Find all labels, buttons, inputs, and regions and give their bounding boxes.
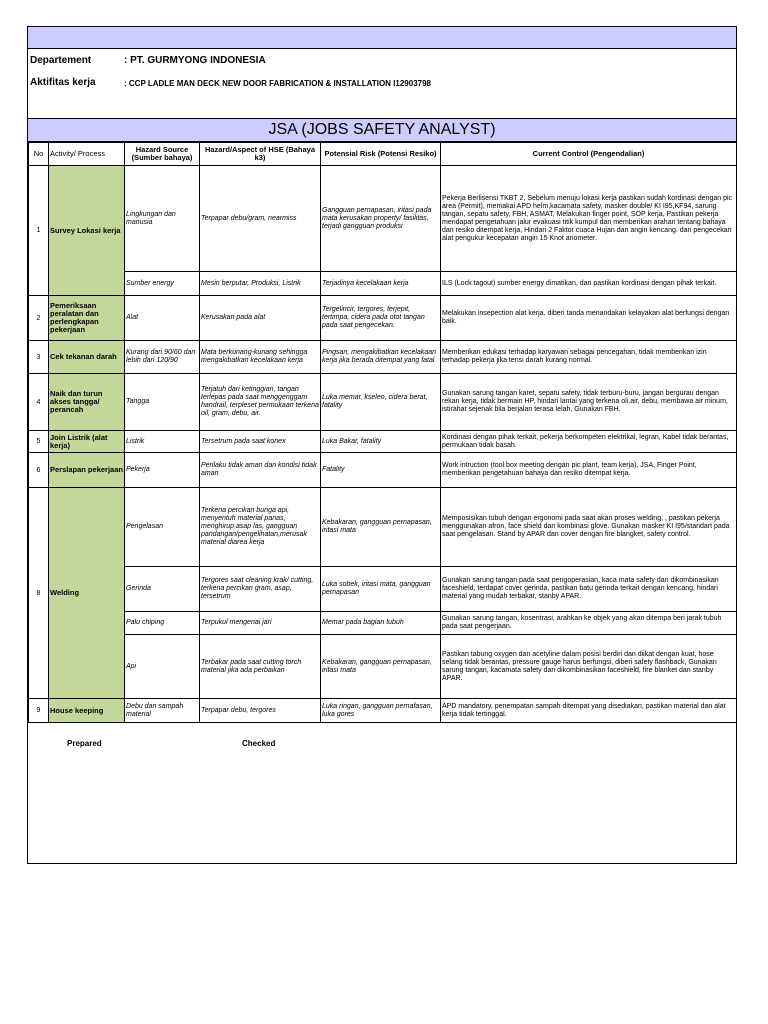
table-row bbox=[29, 374, 737, 431]
source-cell: Alat bbox=[125, 296, 200, 341]
activity-cell: Join Listrik (alat kerja) bbox=[49, 431, 125, 453]
source-cell: Sumber energy bbox=[125, 272, 200, 296]
activity-cell: Naik dan turun akses tangga/ perancah bbox=[49, 374, 125, 431]
control-cell: ILS (Lock tagout) sumber energy dimatikan, dan pastikan kordinasi dengan pihak terkait. bbox=[441, 272, 737, 296]
hazard-cell: Terpapar debu, tergores bbox=[200, 699, 321, 723]
risk-cell: Gangguan pernapasan, iritasi pada mata kerusakan property/ fasilitas, terjadi gangguan produksi bbox=[321, 166, 441, 272]
activity-cell: House keeping bbox=[49, 699, 125, 723]
row-number: 1 bbox=[29, 166, 49, 296]
source-cell: Listrik bbox=[125, 431, 200, 453]
top-band bbox=[28, 27, 736, 49]
row-number: 6 bbox=[29, 453, 49, 488]
control-cell: Pekerja Berlisensi TKBT 2, Sebelum menuju lokasi kerja pastikan sudah kordinasi dengan pic area (Permit), memakai APD helm,kacamata safety, masker double/ KI I95,KF94, sarung tangan, sepatu safety, FBH, ASMAT, Melakukan finger point, SOP kerja, Pastikan pekerja mendapat pengetahuan jalur evakuasi titik kumpul dan memberikan arahan tentang bahaya dan resiko ditempat kerja, Hindari 2 Faktor cuaca Hujan dan angin kencang. dan pengecekan alat pengukur kecepatan angin 15 Knot anometer. bbox=[441, 166, 737, 272]
risk-cell: Kebakaran, gangguan pernapasan, iritasi mata bbox=[321, 635, 441, 699]
hazard-cell: Perilaku tidak aman dan kondisi tidak aman bbox=[200, 453, 321, 488]
table-row bbox=[29, 699, 737, 723]
source-cell: Gerinda bbox=[125, 567, 200, 612]
activity-cell: Cek tekanan darah bbox=[49, 341, 125, 374]
hazard-cell: Terpapar debu/gram, nearmiss bbox=[200, 166, 321, 272]
risk-cell: Memar pada bagian tubuh bbox=[321, 612, 441, 635]
column-header-activity: Activity/ Process bbox=[49, 143, 125, 166]
risk-cell: Tergelincir, tergores, terjepit, tertimpa, cidera pada otot tangan pada saat pengecekan. bbox=[321, 296, 441, 341]
table-row bbox=[29, 296, 737, 341]
control-cell: Pastikan tabung oxygen dan acetyline dalam posisi berdiri dan diikat dengan kuat, hose selang tidak berantas, pressure gauge harus berfungsi, diberi safety flashback, Gunakan sarung tangan, kacamata safety dan dikombinasikan faceshield, fire blanket dan stanby APAR. bbox=[441, 635, 737, 699]
risk-cell: Kebakaran, gangguan pernapasan, iritasi mata bbox=[321, 488, 441, 567]
row-number: 2 bbox=[29, 296, 49, 341]
source-cell: Tangga bbox=[125, 374, 200, 431]
hazard-cell: Tersetrum pada saat konex bbox=[200, 431, 321, 453]
table-row bbox=[29, 488, 737, 567]
activity-label: Aktifitas kerja bbox=[30, 77, 96, 88]
row-number: 3 bbox=[29, 341, 49, 374]
hazard-cell: Terbakar pada saat cutting torch material jika ada perbaikan bbox=[200, 635, 321, 699]
source-cell: Kurang dari 90/60 dan lebih dari 120/90 bbox=[125, 341, 200, 374]
activity-cell: Welding bbox=[49, 488, 125, 699]
hazard-cell: Terkena percikan bunga api, menyentuh material panas, menghirup asap las, gangguan pandangan/pengelihatan,merusak material diarea kerja bbox=[200, 488, 321, 567]
table-row bbox=[29, 431, 737, 453]
control-cell: Memposisikan tubuh dengan ergonomi pada saat akan proses welding, , pastikan pekerja menggunakan afron, face shield dan kombinasi glove. Gunakan masker KI I95/standart pada saat pengelasan. Stand by APAR dan cover dengan fire blangket, safety control. bbox=[441, 488, 737, 567]
column-header-control: Current Control (Pengendalian) bbox=[441, 143, 737, 166]
table-row bbox=[29, 166, 737, 272]
source-cell: Api bbox=[125, 635, 200, 699]
risk-cell: Luka memar, kseleo, cidera berat, fatality bbox=[321, 374, 441, 431]
row-number: 5 bbox=[29, 431, 49, 453]
table-row bbox=[29, 635, 737, 699]
risk-cell: Luka ringan, gangguan pernafasan, luka gores bbox=[321, 699, 441, 723]
hazard-cell: Terpukul mengenai jari bbox=[200, 612, 321, 635]
prepared-label: Prepared bbox=[67, 739, 102, 748]
activity-cell: Perslapan pekerjaan bbox=[49, 453, 125, 488]
control-cell: Memberikan edukasi terhadap karyawan sebagai pencegahan, tidak memberikan izin terhadap pekerja jika tensi darah kurang normal. bbox=[441, 341, 737, 374]
source-cell: Palu chiping bbox=[125, 612, 200, 635]
source-cell: Pengelasan bbox=[125, 488, 200, 567]
risk-cell: Terjadinya kecelakaan kerja bbox=[321, 272, 441, 296]
hazard-cell: Mata berkunang-kunang sehingga mengakibatkan kecelakaan kerja bbox=[200, 341, 321, 374]
checked-label: Checked bbox=[242, 739, 276, 748]
hazard-cell: Mesin berputar, Produksi, Listrik bbox=[200, 272, 321, 296]
hazard-cell: Tergores saat cleaning krak/ cutting, terkena percikan gram, asap, tersetrum bbox=[200, 567, 321, 612]
table-header-row bbox=[29, 143, 737, 166]
control-cell: Work intruction (tool box meeting dengan pic plant, team kerja), JSA, Finger Point, memberikan pengetahuan bahaya dan resiko ditempat kerja. bbox=[441, 453, 737, 488]
jsa-sheet bbox=[27, 26, 737, 864]
department-value: : PT. GURMYONG INDONESIA bbox=[124, 55, 266, 66]
row-number: 9 bbox=[29, 699, 49, 723]
control-cell: Gunakan sarung tangan, kosentrasi, arahkan ke objek yang akan ditempa beri jarak tubuh pada saat pengerjaan. bbox=[441, 612, 737, 635]
row-number: 8 bbox=[29, 488, 49, 699]
control-cell: Kordinasi dengan pihak terkait, pekerja berkompeten elektrikal, legran, Kabel tidak berantas, permukaan tidak basah. bbox=[441, 431, 737, 453]
page-title: JSA (JOBS SAFETY ANALYST) bbox=[28, 118, 736, 142]
risk-cell: Luka sobek, iritasi mata, gangguan pernapasan bbox=[321, 567, 441, 612]
source-cell: Lingkungan dan manusia bbox=[125, 166, 200, 272]
risk-cell: Fatality bbox=[321, 453, 441, 488]
control-cell: APD mandatory, penempatan sampah ditempat yang disediakan, pastikan material dan alat kerja tidak tertinggal. bbox=[441, 699, 737, 723]
risk-cell: Luka Bakar, fatality bbox=[321, 431, 441, 453]
column-header-hazard: Hazard/Aspect of HSE (Bahaya k3) bbox=[200, 143, 321, 166]
control-cell: Melakukan insepection alat kerja, diberi tanda menandakan kelayakan alat berfungsi dengan baik. bbox=[441, 296, 737, 341]
table-row bbox=[29, 612, 737, 635]
table-row bbox=[29, 341, 737, 374]
hazard-cell: Terjatuh dari ketinggian, tangan terlepas pada saat menggenggam handrail, terpleset permukaan terkena oil, gram, debu, air. bbox=[200, 374, 321, 431]
department-label: Departement bbox=[30, 55, 92, 66]
control-cell: Gunakan sarung tangan pada saat pengoperasian, kaca mata safety dan dikombinasikan faceshield, terdapat cover gerinda, pastikan batu gerinda terkait dengan kencang, hindari material yang mudah terbakar, stanby APAR. bbox=[441, 567, 737, 612]
table-row bbox=[29, 453, 737, 488]
activity-value: : CCP LADLE MAN DECK NEW DOOR FABRICATION & INSTALLATION I12903798 bbox=[124, 79, 431, 88]
table-row bbox=[29, 567, 737, 612]
row-number: 4 bbox=[29, 374, 49, 431]
column-header-no: No bbox=[29, 143, 49, 166]
column-header-risk: Potensial Risk (Potensi Resiko) bbox=[321, 143, 441, 166]
column-header-source: Hazard Source (Sumber bahaya) bbox=[125, 143, 200, 166]
activity-cell: Survey Lokasi kerja bbox=[49, 166, 125, 296]
table-row bbox=[29, 272, 737, 296]
jsa-table bbox=[28, 142, 737, 723]
source-cell: Debu dan sampah material bbox=[125, 699, 200, 723]
activity-cell: Pemeriksaan peralatan dan perlengkapan pekerjaan bbox=[49, 296, 125, 341]
control-cell: Gunakan sarung tangan karet, sepatu safety, tidak terburu-buru, jangan bergurau dengan rekan kerja, tidak bermain HP, hindari lantai yang terkena oli,air, debu, membawa air minum, istirahat sejenak bila berjalan terasa lelah, Gunakan FBH. bbox=[441, 374, 737, 431]
risk-cell: Pingsan, mengakibatkan kecelakaan kerja jika berada ditempat yang fatal bbox=[321, 341, 441, 374]
source-cell: Pekerja bbox=[125, 453, 200, 488]
hazard-cell: Kerusakan pada alat bbox=[200, 296, 321, 341]
